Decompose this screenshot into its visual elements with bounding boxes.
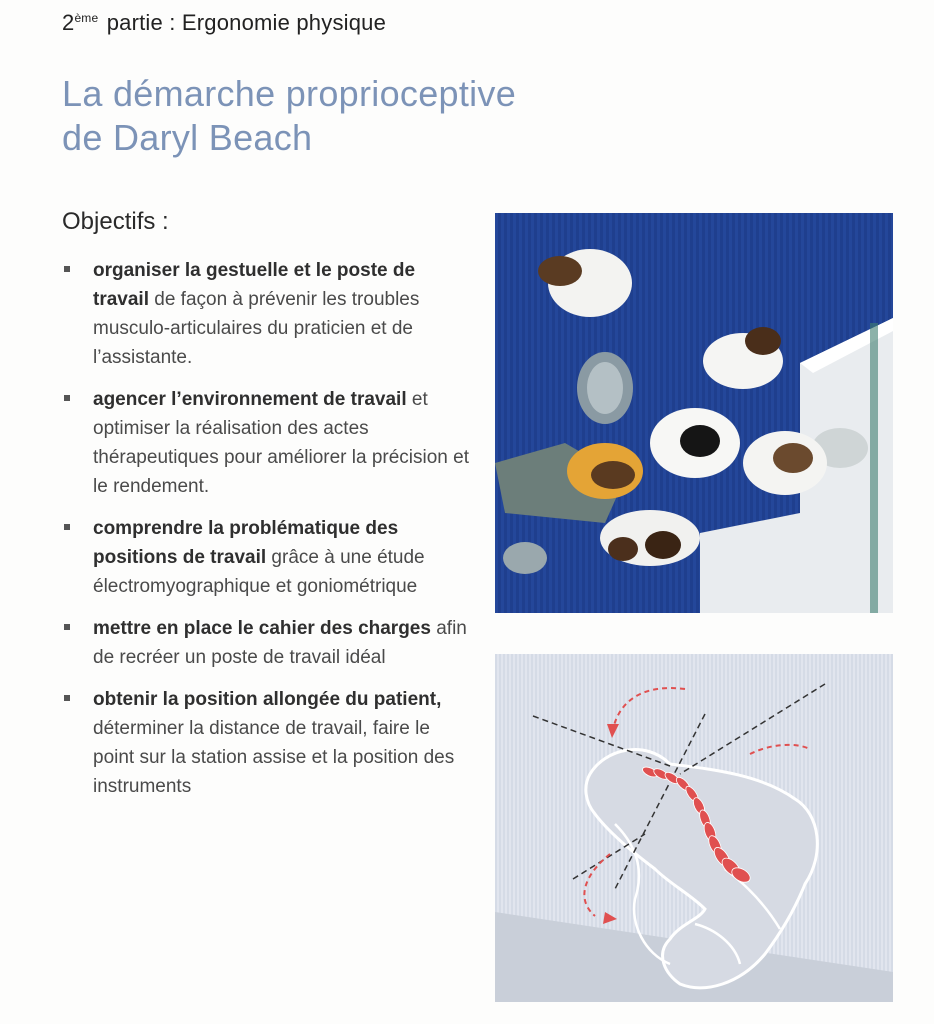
objective-bold: mettre en place le cahier des charges — [93, 618, 431, 639]
objective-bold: obtenir la position allongée du patient, — [93, 689, 442, 710]
objective-text: déterminer la distance de travail, faire le point sur la station assise et la position des instruments — [93, 718, 455, 797]
title-line-1: La démarche proprioceptive — [62, 73, 517, 114]
objective-item — [62, 685, 472, 801]
objective-text: de façon à prévenir les troubles musculo-articulaires du praticien et de l’assistante. — [93, 289, 420, 368]
posture-illustration — [495, 654, 893, 1002]
dental-office-photo — [495, 213, 893, 613]
bullet-icon — [64, 395, 70, 401]
part-title: partie : Ergonomie physique — [100, 10, 387, 35]
objective-text: afin de recréer un poste de travail idéal — [93, 618, 467, 668]
objective-bold: organiser la gestuelle et le poste de travail — [93, 260, 416, 310]
bullet-icon — [64, 695, 70, 701]
title-line-2: de Daryl Beach — [62, 117, 313, 158]
objective-item — [62, 614, 472, 672]
objective-item — [62, 514, 472, 601]
bullet-icon — [64, 524, 70, 530]
part-number: 2 — [62, 10, 75, 35]
bullet-icon — [64, 266, 70, 272]
overhead-photo-illustration — [495, 213, 893, 613]
objectives-heading: Objectifs : — [62, 208, 169, 235]
objective-text: grâce à une étude électromyographique et goniométrique — [93, 547, 425, 597]
section-header — [62, 10, 386, 36]
objectives-list — [62, 256, 472, 814]
objective-bold: comprendre la problématique des positions de travail — [93, 518, 399, 568]
objective-text: et optimiser la réalisation des actes thérapeutiques pour améliorer la précision et le rendement. — [93, 389, 469, 497]
spine-posture-diagram — [495, 654, 893, 1002]
objective-bold: agencer l’environnement de travail — [93, 389, 407, 410]
page-title — [62, 72, 516, 160]
objective-item — [62, 385, 472, 501]
part-superscript: ème — [74, 11, 99, 25]
objective-item — [62, 256, 472, 372]
bullet-icon — [64, 624, 70, 630]
